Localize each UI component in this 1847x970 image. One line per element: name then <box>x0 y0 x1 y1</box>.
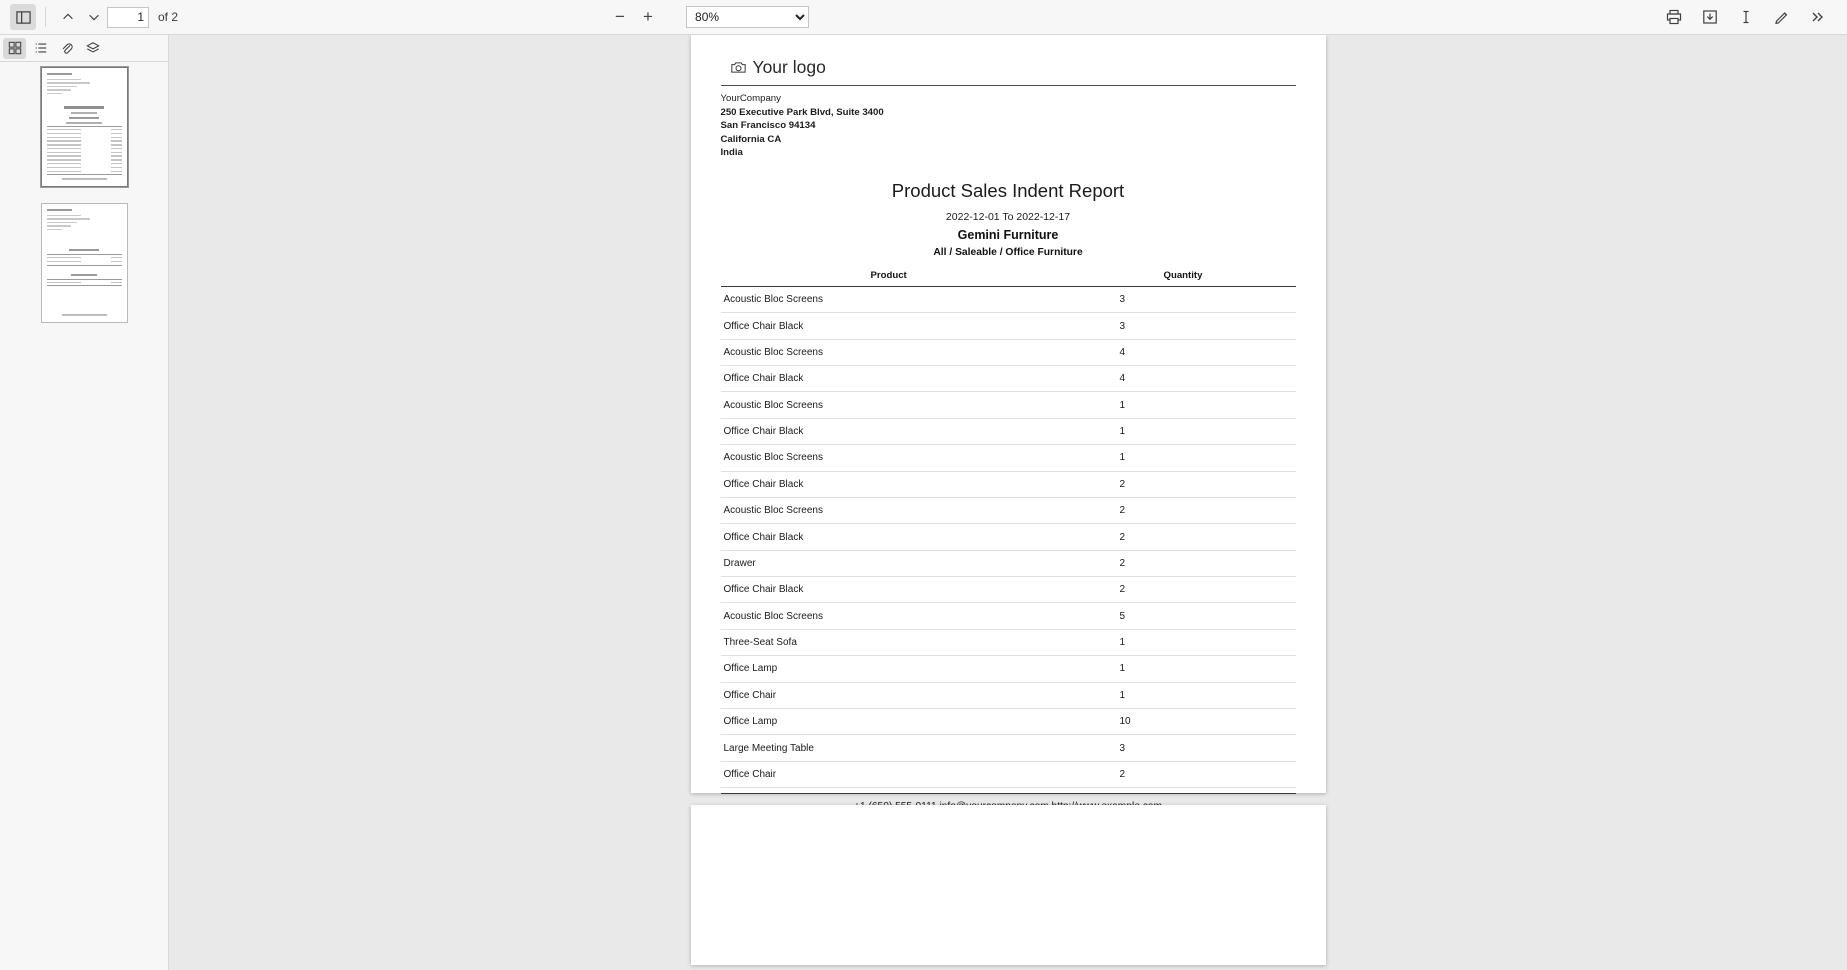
report-table-body <box>721 286 1296 787</box>
table-row <box>721 471 1296 497</box>
draw-button[interactable] <box>1769 4 1795 30</box>
next-page-button[interactable] <box>81 4 107 30</box>
text-select-button[interactable] <box>1733 4 1759 30</box>
cell-quantity: 1 <box>1116 418 1296 444</box>
zoom-select[interactable] <box>686 6 809 28</box>
table-row <box>721 313 1296 339</box>
table-row <box>721 708 1296 734</box>
cell-quantity: 1 <box>1116 445 1296 471</box>
table-row <box>721 656 1296 682</box>
cell-product: Office Chair Black <box>721 524 1116 550</box>
table-row <box>721 524 1296 550</box>
cell-quantity: 1 <box>1116 629 1296 655</box>
cell-quantity: 1 <box>1116 392 1296 418</box>
table-header-row <box>721 267 1296 287</box>
sidebar-item-outline[interactable] <box>29 38 52 59</box>
column-header-quantity: Quantity <box>1116 267 1296 287</box>
cell-quantity: 5 <box>1116 603 1296 629</box>
report-table-head <box>721 267 1296 287</box>
report-title: Product Sales Indent Report <box>891 179 1125 201</box>
cell-product: Acoustic Bloc Screens <box>721 603 1116 629</box>
cell-quantity: 3 <box>1116 313 1296 339</box>
page-count-label: of 2 <box>158 10 179 24</box>
cell-product: Acoustic Bloc Screens <box>721 339 1116 365</box>
table-row <box>721 339 1296 365</box>
cell-quantity: 4 <box>1116 339 1296 365</box>
double-chevron-right-icon <box>1810 9 1826 25</box>
cell-quantity: 3 <box>1116 735 1296 761</box>
printer-icon <box>1666 9 1682 25</box>
sidebar-item-attachments[interactable] <box>55 38 78 59</box>
toolbar-right-group <box>1661 4 1837 30</box>
thumbnail-sidebar[interactable] <box>0 62 169 970</box>
chevron-up-icon <box>61 10 75 24</box>
sidebar-toolbar <box>0 35 169 62</box>
company-address <box>721 85 1296 160</box>
sidebar-toggle-button[interactable] <box>10 4 36 30</box>
company-name: YourCompany <box>720 93 781 104</box>
cell-quantity: 1 <box>1116 656 1296 682</box>
cell-quantity: 2 <box>1116 497 1296 523</box>
sidebar-toggle-icon <box>16 10 31 25</box>
table-row <box>721 497 1296 523</box>
page-number-input[interactable] <box>107 7 149 28</box>
sidebar-item-layers[interactable] <box>81 38 104 59</box>
cell-product: Office Chair <box>721 682 1116 708</box>
save-download-icon <box>1702 9 1718 25</box>
cell-product: Acoustic Bloc Screens <box>721 286 1116 312</box>
cell-quantity: 1 <box>1116 682 1296 708</box>
report-filters: All / Saleable / Office Furniture <box>933 246 1083 258</box>
company-street: 250 Executive Park Blvd, Suite 3400 <box>720 106 884 118</box>
cell-product: Office Lamp <box>721 708 1116 734</box>
table-row <box>721 761 1296 787</box>
cell-quantity: 2 <box>1116 761 1296 787</box>
pdf-page-2 <box>691 805 1326 965</box>
print-button[interactable] <box>1661 4 1687 30</box>
text-cursor-icon <box>1738 9 1754 25</box>
table-row <box>721 603 1296 629</box>
cell-product: Office Chair Black <box>721 366 1116 392</box>
company-city: San Francisco 94134 <box>720 120 816 132</box>
report-table <box>721 267 1296 788</box>
thumbnail-page-1[interactable] <box>41 67 128 187</box>
logo-row <box>721 57 1296 78</box>
chevron-down-icon <box>87 10 101 24</box>
cell-quantity: 10 <box>1116 708 1296 734</box>
cell-product: Office Chair Black <box>721 418 1116 444</box>
cell-product: Office Chair Black <box>721 471 1116 497</box>
cell-product: Acoustic Bloc Screens <box>721 497 1116 523</box>
table-row <box>721 418 1296 444</box>
zoom-controls <box>608 5 809 29</box>
download-button[interactable] <box>1697 4 1723 30</box>
company-state: California CA <box>720 133 782 145</box>
column-header-product: Product <box>721 267 1116 287</box>
table-row <box>721 629 1296 655</box>
cell-quantity: 4 <box>1116 366 1296 392</box>
previous-page-button[interactable] <box>55 4 81 30</box>
paperclip-icon <box>60 41 74 55</box>
cell-product: Office Chair Black <box>721 313 1116 339</box>
cell-product: Acoustic Bloc Screens <box>721 445 1116 471</box>
table-row <box>721 366 1296 392</box>
cell-quantity: 2 <box>1116 471 1296 497</box>
company-country: India <box>720 147 743 159</box>
zoom-in-button[interactable]: + <box>643 7 653 26</box>
cell-product: Large Meeting Table <box>721 735 1116 761</box>
table-row <box>721 550 1296 576</box>
thumbnails-icon <box>8 41 22 55</box>
cell-product: Office Chair <box>721 761 1116 787</box>
table-row <box>721 682 1296 708</box>
cell-product: Acoustic Bloc Screens <box>721 392 1116 418</box>
cell-quantity: 3 <box>1116 286 1296 312</box>
cell-product: Office Chair Black <box>721 577 1116 603</box>
table-row <box>721 577 1296 603</box>
pencil-icon <box>1774 9 1790 25</box>
pdf-page-1 <box>691 35 1326 793</box>
table-row <box>721 392 1296 418</box>
pdf-viewer[interactable] <box>169 35 1847 970</box>
cell-product: Three-Seat Sofa <box>721 629 1116 655</box>
table-row <box>721 286 1296 312</box>
cell-quantity: 2 <box>1116 577 1296 603</box>
sidebar-item-thumbnails[interactable] <box>3 38 26 59</box>
outline-list-icon <box>34 41 48 55</box>
table-row <box>721 735 1296 761</box>
top-toolbar <box>0 0 1847 35</box>
table-row <box>721 445 1296 471</box>
cell-product: Office Lamp <box>721 656 1116 682</box>
cell-product: Drawer <box>721 550 1116 576</box>
report-date-range: 2022-12-01 To 2022-12-17 <box>945 210 1071 223</box>
thumbnail-page-2[interactable] <box>41 203 128 323</box>
zoom-out-button[interactable]: − <box>615 7 625 26</box>
logo-text: Your logo <box>752 57 826 77</box>
more-tools-button[interactable] <box>1805 4 1831 30</box>
cell-quantity: 2 <box>1116 524 1296 550</box>
camera-icon <box>731 61 746 74</box>
report-customer: Gemini Furniture <box>957 227 1059 242</box>
toolbar-divider-1 <box>45 7 46 27</box>
layers-icon <box>86 41 100 55</box>
cell-quantity: 2 <box>1116 550 1296 576</box>
